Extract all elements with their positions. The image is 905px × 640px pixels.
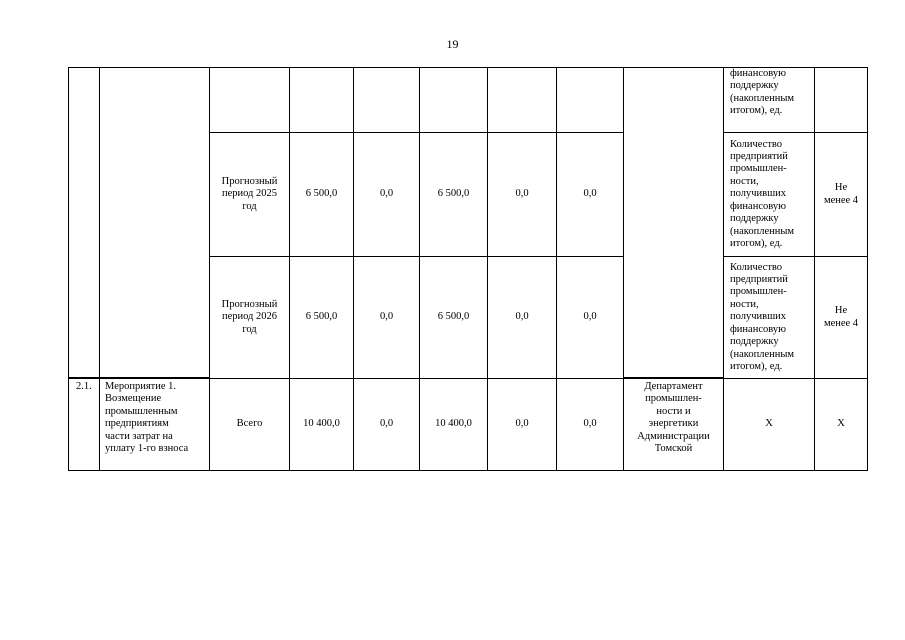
federal-text-2-1: 0,0 bbox=[379, 418, 394, 430]
regional-text-2025: 6 500,0 bbox=[437, 188, 470, 200]
local-text-2-1: 0,0 bbox=[515, 418, 529, 430]
executor-cell-merged bbox=[623, 67, 724, 378]
local-cell-top bbox=[487, 67, 557, 133]
regional-cell-2-1 bbox=[419, 378, 488, 471]
value-text-2-1: Х bbox=[837, 418, 845, 430]
total-cell-2-1 bbox=[289, 378, 354, 471]
indicator-text-2026: Количество предприятий промышлен- ности, получивших финансовую поддержку (накопленным итогом), ед. bbox=[730, 261, 795, 372]
period-text-2025: Прогнозный период 2025 год bbox=[221, 175, 278, 212]
local-cell-2025 bbox=[487, 132, 557, 257]
period-text-2-1: Всего bbox=[236, 418, 263, 430]
executor-cell-2-1 bbox=[623, 378, 724, 471]
local-cell-2-1 bbox=[487, 378, 557, 471]
other-cell-2-1 bbox=[556, 378, 624, 471]
federal-text-2026: 0,0 bbox=[379, 311, 394, 323]
total-text-2025: 6 500,0 bbox=[305, 188, 338, 200]
federal-cell-2025 bbox=[353, 132, 420, 257]
total-text-2026: 6 500,0 bbox=[305, 311, 338, 323]
value-cell-2026 bbox=[814, 256, 868, 379]
value-cell-2-1 bbox=[814, 378, 868, 471]
indicator-text-top: финансовую поддержку (накопленным итогом), ед. bbox=[730, 68, 795, 117]
number-text-2-1: 2.1. bbox=[76, 381, 92, 392]
total-cell-2025 bbox=[289, 132, 354, 257]
page-number: 19 bbox=[446, 37, 459, 51]
executor-text-2-1: Департамент промышлен- ности и энергетики Администрации Томской bbox=[637, 381, 710, 455]
other-cell-2025 bbox=[556, 132, 624, 257]
indicator-cell-top bbox=[723, 67, 815, 133]
indicator-cell-2026 bbox=[723, 256, 815, 379]
value-cell-top bbox=[814, 67, 868, 133]
regional-text-2-1: 10 400,0 bbox=[435, 418, 472, 430]
total-cell-top bbox=[289, 67, 354, 133]
number-cell-merged bbox=[68, 67, 100, 378]
period-cell-2025 bbox=[209, 132, 290, 257]
number-cell-2-1 bbox=[68, 378, 100, 471]
federal-cell-top bbox=[353, 67, 420, 133]
local-text-2025: 0,0 bbox=[515, 188, 529, 200]
total-text-2-1: 10 400,0 bbox=[303, 418, 340, 430]
name-cell-merged bbox=[99, 67, 210, 378]
name-cell-2-1 bbox=[99, 378, 210, 471]
period-cell-2-1 bbox=[209, 378, 290, 471]
regional-cell-top bbox=[419, 67, 488, 133]
federal-cell-2026 bbox=[353, 256, 420, 379]
period-cell-2026 bbox=[209, 256, 290, 379]
value-text-2025: Не менее 4 bbox=[823, 182, 859, 206]
indicator-cell-2-1 bbox=[723, 378, 815, 471]
other-text-2025: 0,0 bbox=[583, 188, 597, 200]
other-cell-top bbox=[556, 67, 624, 133]
local-text-2026: 0,0 bbox=[515, 311, 529, 323]
regional-text-2026: 6 500,0 bbox=[437, 311, 470, 323]
value-text-2026: Не менее 4 bbox=[823, 305, 859, 329]
indicator-text-2025: Количество предприятий промышлен- ности, получивших финансовую поддержку (накопленным итогом), ед. bbox=[730, 138, 795, 249]
value-cell-2025 bbox=[814, 132, 868, 257]
period-cell-top bbox=[209, 67, 290, 133]
name-text-2-1: Мероприятие 1. Возмещение промышленным предприятиям части затрат на уплату 1-го взноса bbox=[105, 381, 189, 455]
local-cell-2026 bbox=[487, 256, 557, 379]
total-cell-2026 bbox=[289, 256, 354, 379]
other-text-2026: 0,0 bbox=[583, 311, 597, 323]
federal-cell-2-1 bbox=[353, 378, 420, 471]
federal-text-2025: 0,0 bbox=[379, 188, 394, 200]
period-text-2026: Прогнозный период 2026 год bbox=[221, 298, 278, 335]
other-text-2-1: 0,0 bbox=[583, 418, 597, 430]
indicator-cell-2025 bbox=[723, 132, 815, 257]
regional-cell-2025 bbox=[419, 132, 488, 257]
indicator-text-2-1: Х bbox=[765, 418, 773, 430]
other-cell-2026 bbox=[556, 256, 624, 379]
regional-cell-2026 bbox=[419, 256, 488, 379]
